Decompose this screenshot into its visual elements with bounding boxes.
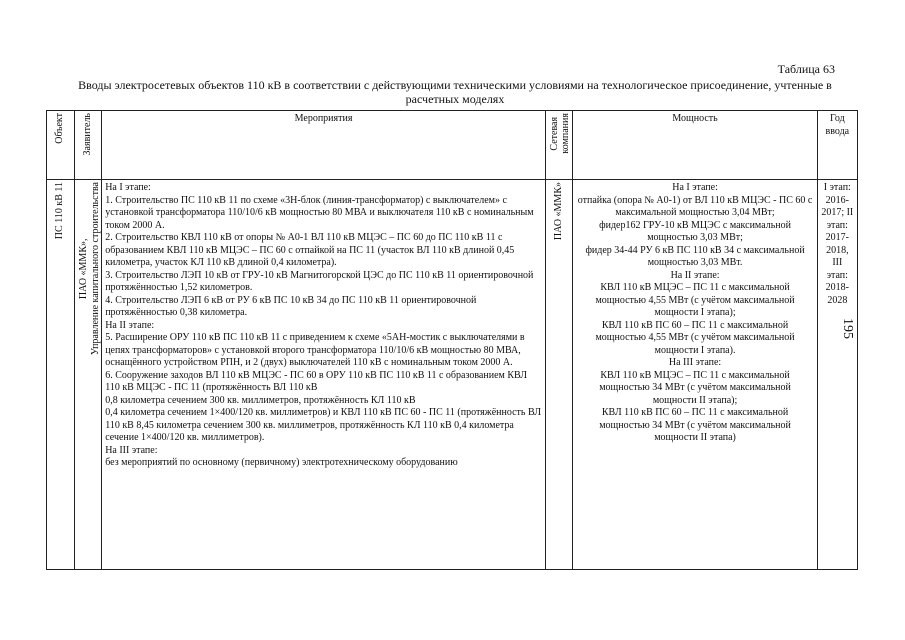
table-caption: Вводы электросетевых объектов 110 кВ в соответствии с действующими техническими условиями на технологическое присоединение, учтенные в расчетных моделях bbox=[78, 78, 832, 106]
cell-object: ПС 110 кВ 11 bbox=[47, 180, 75, 570]
data-table bbox=[46, 110, 858, 570]
header-year: Год ввода bbox=[817, 111, 857, 180]
cell-year: I этап: 2016-2017; II этап: 2017-2018, III этап: 2018-2028 bbox=[817, 180, 857, 570]
header-object: Объект bbox=[47, 111, 75, 180]
cell-power: На I этапе: отпайка (опора № А0-1) от ВЛ 110 кВ МЦЭС - ПС 60 с максимальной мощностью 3,04 МВт; фидер162 ГРУ-10 кВ МЦЭС с максимальной мощностью 3,03 МВт; фидер 34-44 РУ 6 кВ ПС 110 кВ 34 с максимальной мощностью 3,03 МВт. На II этапе: КВЛ 110 кВ МЦЭС – ПС 11 с максимальной мощностью 4,55 МВт (с учётом максимальной мощности I этапа); КВЛ 110 кВ ПС 60 – ПС 11 с максимальной мощностью 4,55 МВт (с учётом максимальной мощности I этапа). На III этапе: КВЛ 110 кВ МЦЭС – ПС 11 с максимальной мощностью 34 МВт (с учётом максимальной мощности II этапа); КВЛ 110 кВ ПС 60 – ПС 11 с максимальной мощностью 34 МВт (с учётом максимальной мощности II этапа) bbox=[573, 180, 817, 570]
header-measures: Мероприятия bbox=[102, 111, 546, 180]
header-row bbox=[47, 111, 858, 180]
header-power: Мощность bbox=[573, 111, 817, 180]
header-network-company: Сетевая компания bbox=[545, 111, 573, 180]
page-number: 195 bbox=[840, 318, 855, 339]
cell-applicant: ПАО «ММК», Управление капитального строительства bbox=[74, 180, 102, 570]
table-label: Таблица 63 bbox=[777, 62, 835, 76]
header-applicant: Заявитель bbox=[74, 111, 102, 180]
cell-network-company: ПАО «ММК» bbox=[545, 180, 573, 570]
cell-measures: На I этапе: 1. Строительство ПС 110 кВ 11 по схеме «3Н-блок (линия-трансформатор) с выключателем» с установкой трансформатора 110/10/6 кВ мощностью 80 МВА и выключателя 110 кВ с номинальным током 2000 А. 2. Строительство КВЛ 110 кВ от опоры № А0-1 ВЛ 110 кВ МЦЭС – ПС 60 до ПС 110 кВ 11 с образованием КВЛ 110 кВ МЦЭС – ПС 60 с отпайкой на ПС 11 (участок ВЛ 110 кВ длиной 0,45 километра, участок КЛ 110 кВ длиной 0,4 километра). 3. Строительство ЛЭП 10 кВ от ГРУ-10 кВ Магнитогорской ЦЭС до ПС 110 кВ 11 ориентировочной протяжённостью 1,52 километров. 4. Строительство ЛЭП 6 кВ от РУ 6 кВ ПС 10 кВ 34 до ПС 110 кВ 11 ориентировочной протяжённостью 0,38 километра. На II этапе: 5. Расширение ОРУ 110 кВ ПС 110 кВ 11 с приведением к схеме «5АН-мостик с выключателями в цепях трансформаторов» с установкой второго трансформатора 110/10/6 кВ мощностью 80 МВА, оснащённого устройством РПН, и 2 (двух) выключателей 110 кВ с номинальным током 2000 А. 6. Сооружение заходов ВЛ 110 кВ МЦЭС - ПС 60 в ОРУ 110 кВ ПС 110 кВ 11 с образованием КВЛ 110 кВ МЦЭС - ПС 11 (протяжённость ВЛ 110 кВ 0,8 километра сечением 300 кв. миллиметров, протяжённость КЛ 110 кВ 0,4 километра сечением 1×400/120 кв. миллиметров) и КВЛ 110 кВ ПС 60 - ПС 11 (протяжённость ВЛ 110 кВ 8,45 километра сечением 300 кв. миллиметров, протяжённость КЛ 110 кВ 0,4 километра сечение 1×400/120 кв. миллиметров). На III этапе: без мероприятий по основному (первичному) электротехническому оборудованию bbox=[102, 180, 546, 570]
table-row bbox=[47, 180, 858, 570]
